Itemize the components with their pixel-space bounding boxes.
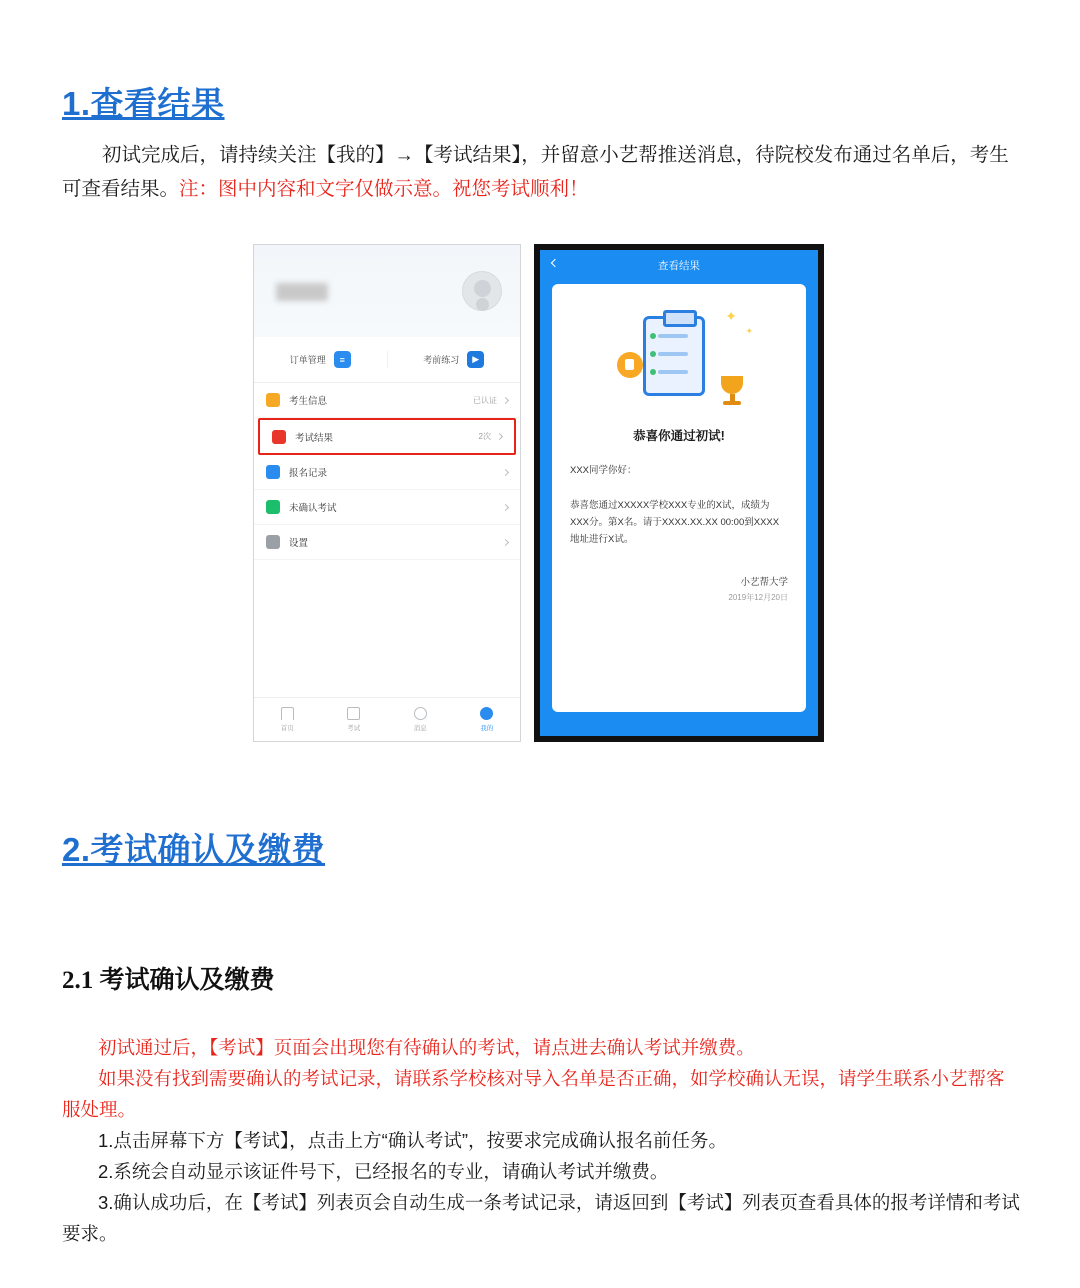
section-1-intro	[62, 138, 1018, 206]
intro-text-black: 初试完成后，请持续关注【我的】→【考试结果】，并留意小艺帮推送消息，待院校发布通过名单后，考生可查看结果。	[62, 144, 1009, 200]
quick-actions	[254, 337, 520, 383]
play-icon: ▶	[467, 351, 484, 368]
menu-item-registration-record[interactable]	[254, 455, 520, 490]
check-dot-icon	[650, 333, 656, 339]
phone-mock-result	[534, 244, 824, 742]
section-2-step-1: 1.点击屏幕下方【考试】，点击上方“确认考试”，按要求完成确认报名前任务。	[98, 1130, 728, 1151]
page-title-section-1: 1.查看结果	[62, 85, 225, 122]
menu-item-settings[interactable]	[254, 525, 520, 560]
menu-item-exam-result-label: 考试结果	[295, 432, 334, 444]
menu-item-registration-record-label: 报名记录	[289, 468, 328, 479]
line-icon	[658, 370, 688, 374]
list-icon: ≡	[334, 351, 351, 368]
section-2-step-3: 3.确认成功后，在【考试】列表页会自动生成一条考试记录，请返回到【考试】列表页查看具体的报考详情和考试要求。	[62, 1192, 1020, 1244]
message-icon	[414, 707, 427, 720]
profile-menu-list	[254, 383, 520, 560]
sparkle-icon: ✦	[725, 308, 737, 324]
tab-home-label: 首页	[280, 725, 294, 732]
menu-item-settings-label: 设置	[289, 538, 309, 549]
menu-item-candidate-info-label: 考生信息	[289, 396, 328, 407]
section-2-red-line-2: 如果没有找到需要确认的考试记录，请联系学校核对导入名单是否正确，如学校确认无误，请学生联系小艺帮客服处理。	[62, 1068, 1005, 1120]
menu-item-unconfirmed-exam[interactable]	[254, 490, 520, 525]
quick-action-practice-label: 考前练习	[423, 355, 460, 365]
avatar	[462, 271, 502, 311]
phone-mock-profile	[253, 244, 521, 742]
chevron-right-icon	[502, 538, 509, 545]
tab-profile-label: 我的	[480, 725, 494, 732]
section-2-step-2: 2.系统会自动显示该证件号下，已经报名的专业，请确认考试并缴费。	[98, 1161, 669, 1182]
sparkle-icon: ✦	[745, 326, 753, 336]
exam-icon	[347, 707, 360, 720]
section-2-red-line-1: 初试通过后，【考试】页面会出现您有待确认的考试，请点进去确认考试并缴费。	[98, 1037, 755, 1058]
user-icon	[480, 707, 493, 720]
tab-home[interactable]	[254, 698, 321, 741]
chevron-left-icon[interactable]	[551, 259, 559, 267]
tab-exam[interactable]	[321, 698, 388, 741]
tab-message[interactable]	[387, 698, 454, 741]
menu-item-exam-result-value: 2次	[478, 432, 491, 441]
tab-profile[interactable]	[454, 698, 521, 741]
congrats-heading: 恭喜你通过初试!	[633, 429, 725, 443]
menu-item-unconfirmed-exam-label: 未确认考试	[289, 503, 337, 514]
subsection-title: 2.1 考试确认及缴费	[62, 967, 275, 994]
screenshot-mock-group	[253, 244, 824, 742]
menu-item-exam-result[interactable]	[258, 418, 516, 455]
gear-icon	[266, 535, 280, 549]
intro-text-red-1: 注：图中内容和文字仅做示意。	[179, 178, 453, 200]
chevron-right-icon	[496, 433, 503, 440]
result-body-text: 恭喜您通过XXXXX学校XXX专业的X试，成绩为XXX分。第X名。请于XXXX.XX.XX 00:00到XXXX地址进行X试。	[570, 500, 780, 545]
result-card	[552, 284, 806, 712]
check-dot-icon	[650, 351, 656, 357]
line-icon	[658, 352, 688, 356]
result-navbar	[540, 250, 818, 280]
trophy-icon	[717, 376, 747, 410]
unconfirmed-icon	[266, 500, 280, 514]
quick-action-orders-label: 订单管理	[289, 355, 326, 365]
result-greeting: XXX同学你好：	[570, 465, 637, 476]
chevron-right-icon	[502, 503, 509, 510]
tab-exam-label: 考试	[347, 725, 361, 732]
intro-text-red-2: 祝您考试顺利！	[452, 178, 589, 200]
chevron-right-icon	[502, 396, 509, 403]
result-nav-title: 查看结果	[658, 259, 700, 272]
congrats-illustration	[599, 308, 759, 412]
record-icon	[266, 465, 280, 479]
shield-icon	[266, 393, 280, 407]
menu-item-candidate-info[interactable]	[254, 383, 520, 418]
blurred-username	[276, 283, 328, 301]
profile-header	[254, 245, 520, 337]
bottom-tab-bar	[254, 697, 520, 741]
check-dot-icon	[650, 369, 656, 375]
quick-action-practice[interactable]	[388, 351, 521, 368]
thumbs-up-icon	[617, 352, 643, 378]
page-title-section-2: 2.考试确认及缴费	[62, 831, 326, 868]
result-date: 2019年12月20日	[728, 593, 788, 602]
menu-item-candidate-info-value: 已认证	[473, 395, 497, 405]
line-icon	[658, 334, 688, 338]
result-signature: 小艺帮大学	[740, 577, 788, 588]
tab-message-label: 消息	[413, 725, 427, 732]
chevron-right-icon	[502, 468, 509, 475]
section-2-body	[62, 1032, 1020, 1249]
result-screen	[540, 250, 818, 736]
home-icon	[281, 707, 294, 720]
quick-action-orders[interactable]	[254, 351, 388, 368]
clipboard-icon	[643, 316, 705, 396]
result-icon	[272, 430, 286, 444]
